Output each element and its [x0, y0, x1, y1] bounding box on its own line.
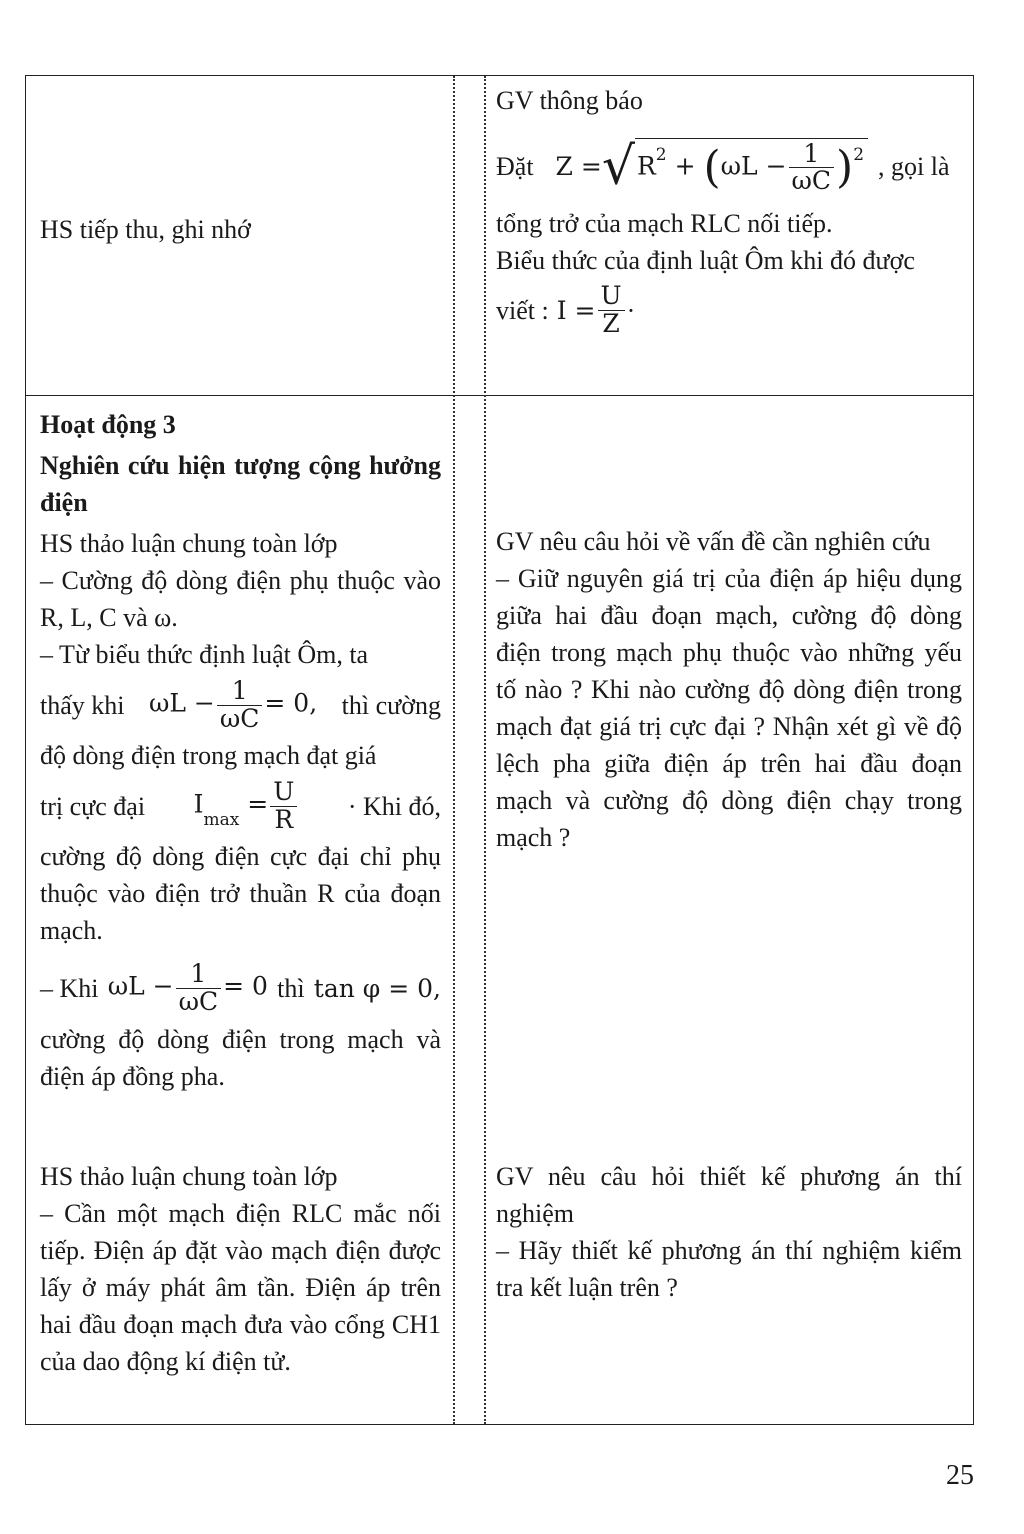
khi-do-label: · Khi đó, [347, 791, 441, 821]
i-formula-line [496, 279, 962, 341]
phase-condition-line [40, 955, 441, 1021]
current-max-text: độ dòng điện trong mạch đạt giá [40, 741, 377, 770]
row2-student-cell-2 [40, 1158, 441, 1380]
current-dependence: – Cường độ dòng điện phụ thuộc vào R, L, C và ω. [40, 566, 441, 632]
then-label: thì cường [341, 690, 441, 720]
in-phase-text: cường độ dòng điện trong mạch và điện áp đồng pha. [40, 1025, 441, 1091]
phase-condition: ωL − $\frac{1}{\omega C}$ = 0 [107, 959, 268, 1016]
question-2: GV nêu câu hỏi thiết kế phương án thí nghiệm [496, 1162, 962, 1228]
question-2-detail: – Hãy thiết kế phương án thí nghiệm kiểm tra kết luận trên ? [496, 1236, 962, 1302]
resonance-condition-line [40, 673, 441, 737]
row1-student-cell: HS tiếp thu, ghi nhớ [40, 215, 251, 244]
question-1: GV nêu câu hỏi về vấn đề cần nghiên cứu [496, 527, 931, 556]
imax-formula: $I_{max}$ = $\frac{U}{R}$ [194, 779, 300, 833]
ohm-intro: – Từ biểu thức định luật Ôm, ta [40, 640, 369, 669]
i-fraction: $\frac{U}{Z}$ [598, 283, 625, 337]
tong-tro-text: tổng trở của mạch RLC nối tiếp. [496, 209, 833, 238]
z-fraction: $\frac{1}{\omega C}$ [789, 141, 835, 195]
bieu-thuc-text: Biểu thức của định luật Ôm khi đó được [496, 246, 915, 275]
row2-teacher-cell-2 [496, 1158, 962, 1306]
resonance-condition: ωL − $\frac{1}{\omega C}$ = 0, [149, 676, 318, 733]
row2-student-cell [40, 406, 441, 1095]
i-lhs: I = [556, 295, 596, 325]
column-divider [453, 76, 455, 1424]
plus-sign: + [674, 151, 696, 180]
z-sqrt: $√R^2 + (\omega L$ − $\frac{1}{\omega C}$ )$^2$ [602, 138, 868, 195]
page-number: 25 [946, 1460, 974, 1491]
row2-teacher-cell [496, 523, 962, 856]
lesson-table [25, 75, 974, 1425]
discussion-1: HS thảo luận chung toàn lớp [40, 529, 338, 558]
experiment-setup: – Cần một mạch điện RLC mắc nối tiếp. Điện áp đặt vào mạch điện được lấy ở máy phát âm tần. Điện áp trên hai đầu đoạn mạch đưa vào cổng CH1 của dao động kí điện tử. [40, 1199, 441, 1376]
gv-intro: GV thông báo [496, 86, 643, 115]
paren-exponent: 2 [853, 144, 865, 165]
z-lhs: Z = [555, 151, 602, 181]
i-dot: · [626, 295, 636, 325]
resistance-dependence: cường độ dòng điện cực đại chỉ phụ thuộc vào điện trở thuần R của đoạn mạch. [40, 842, 441, 945]
dat-label: Đặt [496, 151, 534, 181]
khi-label: – Khi [40, 973, 99, 1003]
column-divider-inner [484, 76, 486, 1424]
thi-label: thì [277, 973, 305, 1003]
question-1-detail: – Giữ nguyên giá trị của điện áp hiệu dụng giữa hai đầu đoạn mạch, cường độ dòng điện trong mạch phụ thuộc vào những yếu tố nào ? Khi nào cường độ dòng điện trong mạch đạt giá trị cực đại ? Nhận xét gì về độ lệch pha giữa điện áp trên hai đầu đoạn mạch và cường độ dòng điện chạy trong mạch ? [496, 564, 962, 852]
goi-la: , gọi là [878, 151, 950, 181]
row-divider [26, 395, 973, 396]
r-exponent: 2 [655, 144, 667, 165]
viet-label: viết : [496, 295, 549, 325]
activity-subtitle: Nghiên cứu hiện tượng cộng hưởng điện [40, 451, 441, 517]
row1-teacher-cell [496, 82, 962, 341]
activity-title: Hoạt động 3 [40, 410, 176, 439]
max-value-label: trị cực đại [40, 791, 146, 821]
imax-line [40, 774, 441, 838]
z-formula-line [496, 129, 962, 203]
r-symbol: R [636, 151, 656, 180]
discussion-2: HS thảo luận chung toàn lớp [40, 1162, 338, 1191]
tan-phi: tan φ = 0, [313, 973, 441, 1003]
omega-l-term: ωL − [720, 151, 787, 180]
when-label: thấy khi [40, 690, 125, 720]
